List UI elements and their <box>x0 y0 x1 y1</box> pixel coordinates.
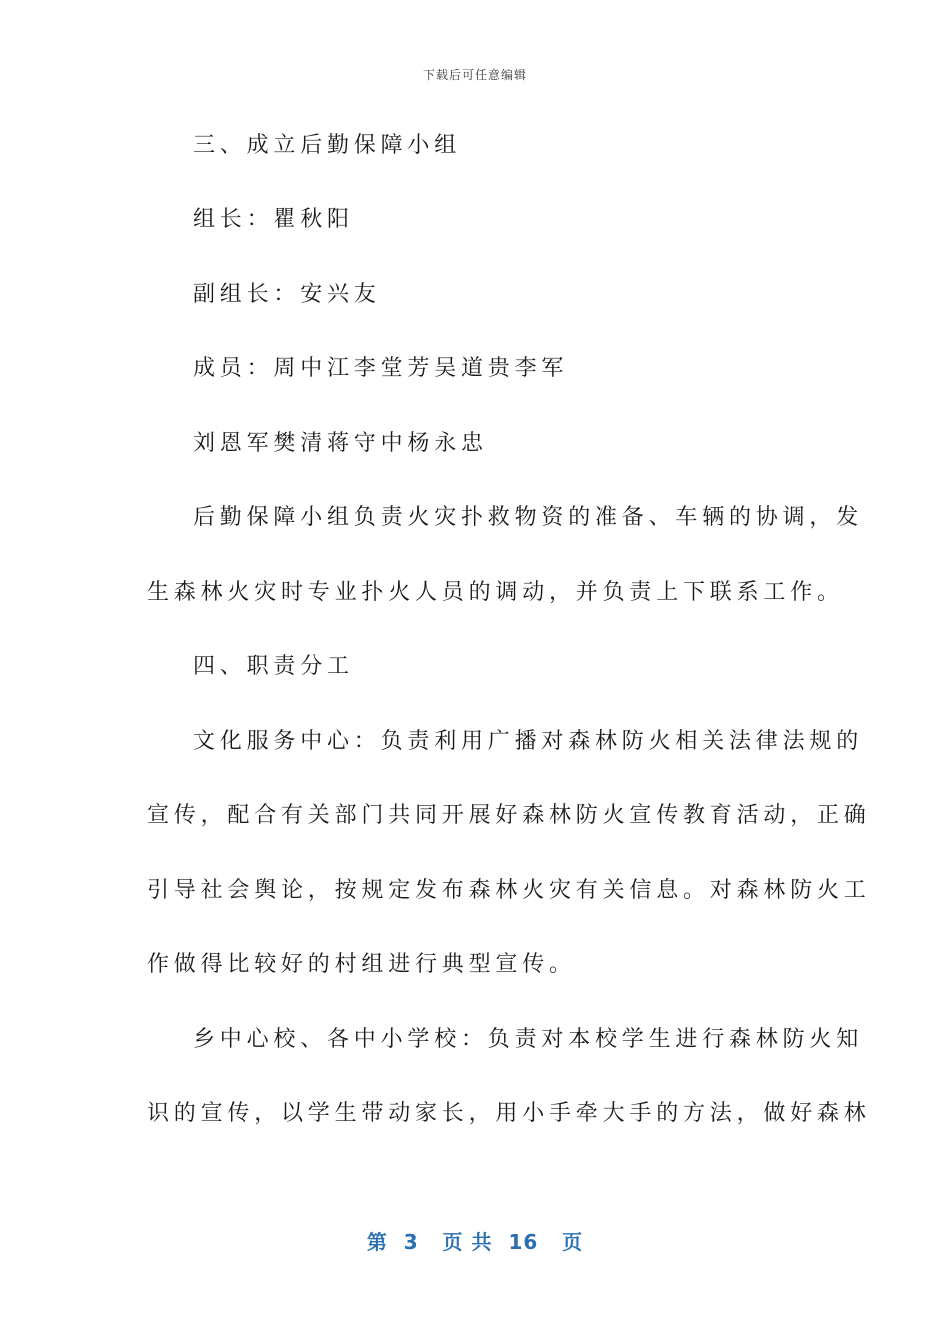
text-line: 成员：周中江李堂芳吴道贵李军 <box>193 356 569 381</box>
text-line: 副组长：安兴友 <box>193 282 381 307</box>
text-line: 后勤保障小组负责火灾扑救物资的准备、车辆的协调，发 <box>193 505 864 530</box>
text-line: 刘恩军樊清蒋守中杨永忠 <box>193 431 488 456</box>
text-line: 引导社会舆论，按规定发布森林火灾有关信息。对森林防火工 <box>147 878 871 903</box>
text-line: 宣传，配合有关部门共同开展好森林防火宣传教育活动，正确 <box>147 803 871 828</box>
section-heading-duties: 四、职责分工 <box>193 654 354 679</box>
text-line: 生森林火灾时专业扑火人员的调动，并负责上下联系工作。 <box>147 580 844 605</box>
text-line: 乡中心校、各中小学校：负责对本校学生进行森林防火知 <box>193 1027 864 1052</box>
text-line: 文化服务中心：负责利用广播对森林防火相关法律法规的 <box>193 729 864 754</box>
section-heading-logistics: 三、成立后勤保障小组 <box>193 133 462 158</box>
page-header: 下载后可任意编辑 <box>422 68 527 82</box>
text-line: 组长：瞿秋阳 <box>193 207 354 232</box>
page-footer: 第 3 页 共 16 页 <box>366 1230 584 1254</box>
text-line: 作做得比较好的村组进行典型宣传。 <box>147 952 576 977</box>
text-line: 识的宣传，以学生带动家长，用小手牵大手的方法，做好森林 <box>147 1101 871 1126</box>
